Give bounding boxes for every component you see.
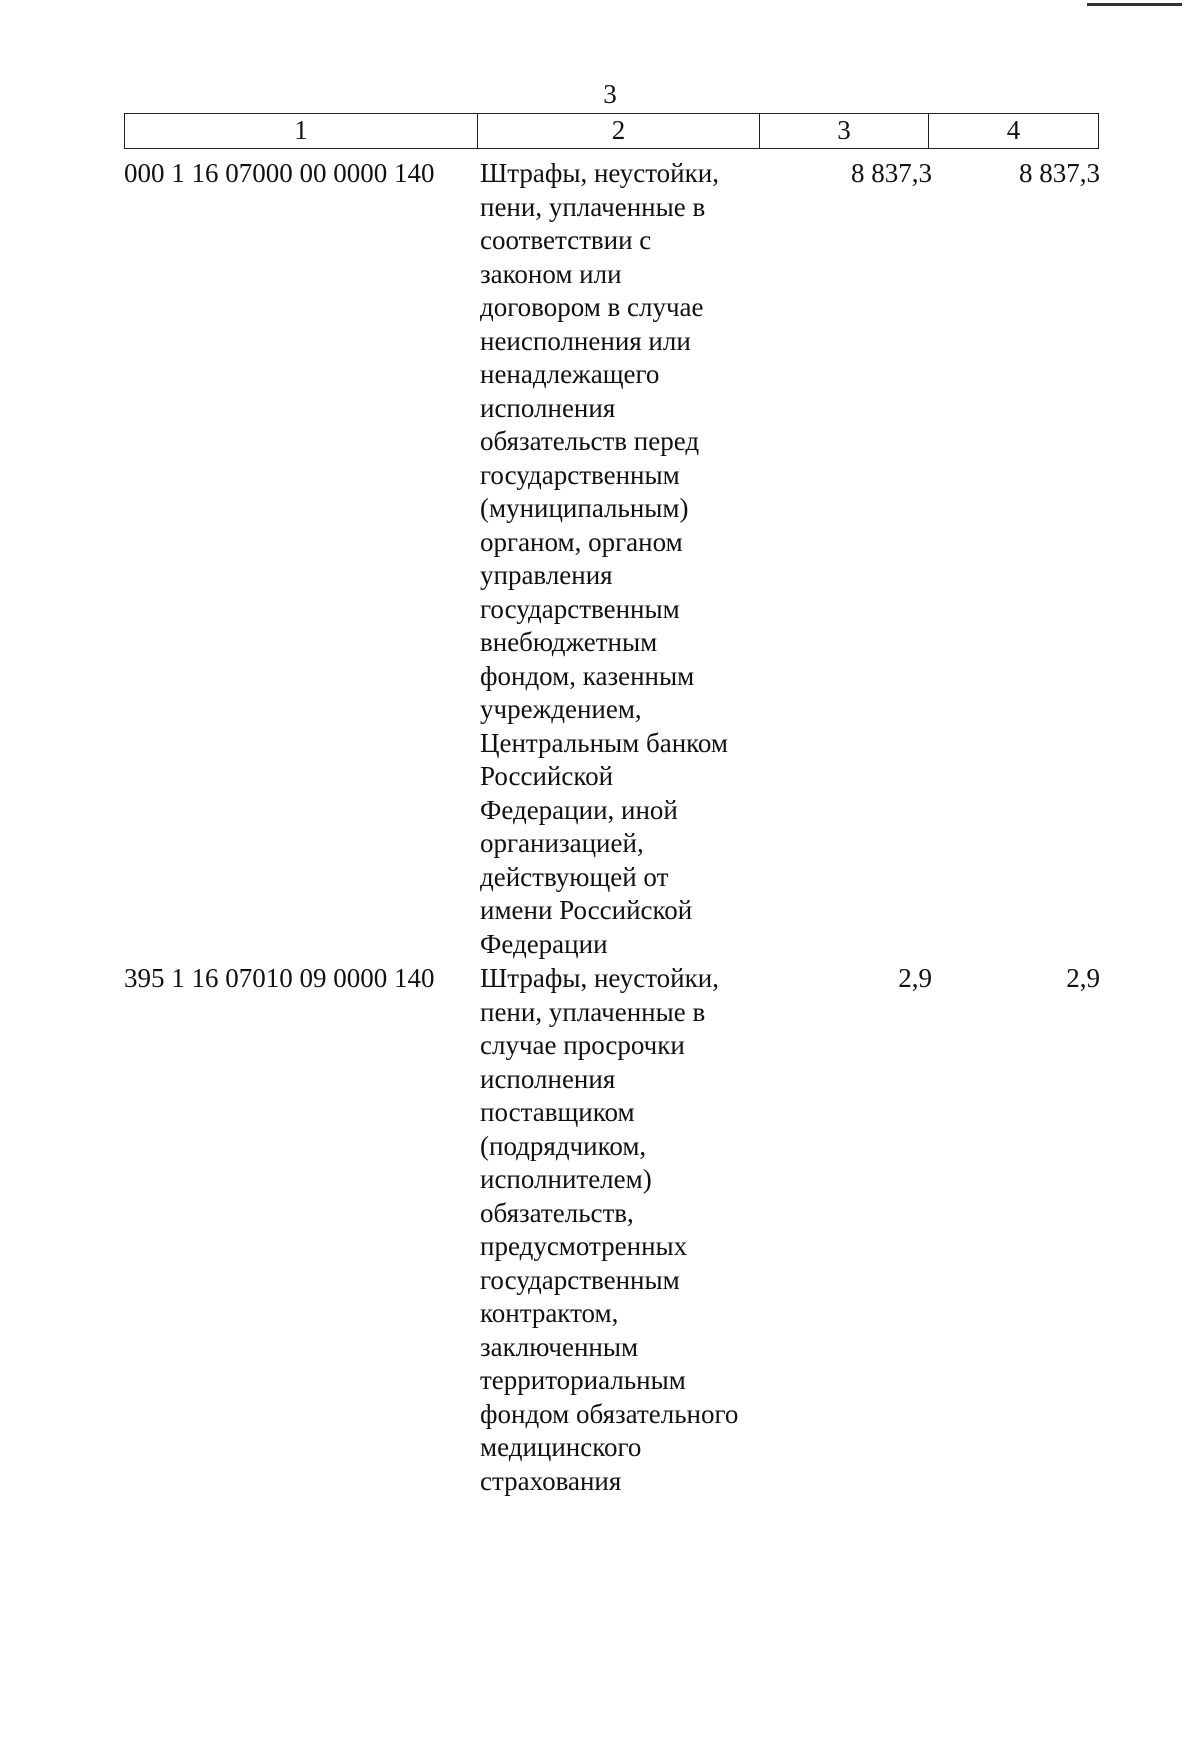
amount-col-4: 2,9 (1066, 963, 1100, 993)
corner-scan-mark (1087, 3, 1182, 6)
budget-code: 000 1 16 07000 00 0000 140 (124, 158, 435, 188)
header-col-2: 2 (478, 114, 760, 148)
column-number-header (124, 113, 1099, 149)
amount-col-3: 8 837,3 (851, 158, 932, 188)
header-col-3: 3 (760, 114, 929, 148)
header-col-4: 4 (1006, 115, 1021, 145)
income-description: Штрафы, неустойки, пени, уплаченные в случае просрочки исполнения поставщиком (подрядчиком, исполнителем) обязательств, предусмотренных государственным контрактом, заключенным территориальным фондом обязательного медицинского страхования (480, 963, 739, 1496)
amount-col-3: 2,9 (898, 963, 932, 993)
header-col-1: 1 (125, 114, 478, 148)
budget-code: 395 1 16 07010 09 0000 140 (124, 963, 435, 993)
page-number: 3 (603, 79, 617, 109)
amount-col-4: 8 837,3 (1019, 158, 1100, 188)
income-description: Штрафы, неустойки, пени, уплаченные в соответствии с законом или договором в случае неисполнения или ненадлежащего исполнения обязательств перед государственным (муниципальным) органом, органом управления государственным внебюджетным фондом, казенным учреждением, Центральным банком Российской Федерации, иной организацией, действующей от имени Российской Федерации (480, 158, 728, 959)
